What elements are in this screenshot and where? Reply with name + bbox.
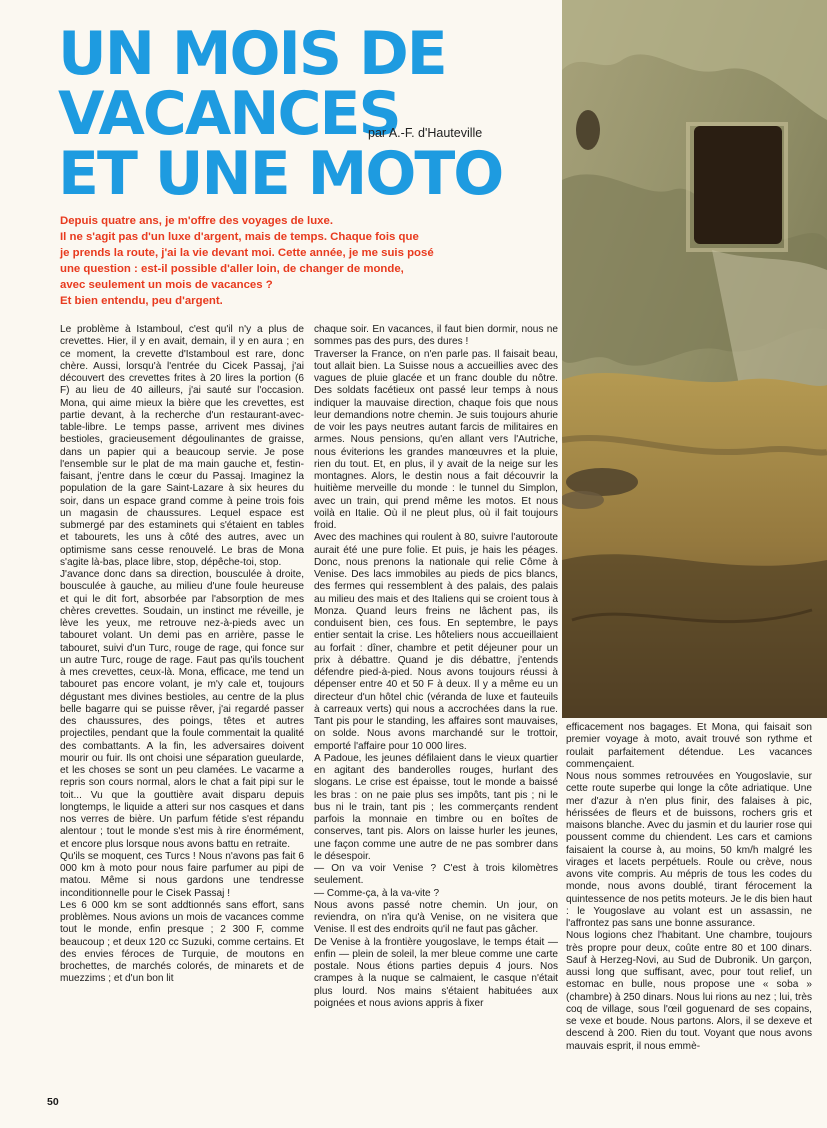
intro-line: avec seulement un mois de vacances ? xyxy=(60,279,273,291)
paragraph: Nous nous sommes retrouvées en Yougoslavie, sur cette route superbe qui longe la côte adriatique. Une mer d'azur à n'en plus finir, des falaises à pic, hérissées de fleurs et de buissons, rochers gris et maisons blanche. Avec du jasmin et du laurier rose qui poussent comme du chiendent. Les cars et camions faisaient la course à, au moins, 50 km/h malgré les virages et lacets perpétuels. Roule ou crève, nous avons vite compris. Au mépris de tous les codes du monde, nous avons doublé, tirant férocement la quintessence de nos petits moteurs. Je le dis bien haut : le Yougoslave au volant est un assassin, ne l'affrontez pas sans une bonne assurance. xyxy=(566,771,812,929)
paragraph: Le problème à Istamboul, c'est qu'il n'y a plus de crevettes. Hier, il y en avait, demain, il y en aura ; en ce moment, la crevette d'Istamboul est rare, donc chère. Aussi, lorsqu'à l'entrée du Cicek Passaj, j'ai découvert des crevettes frites à 20 lires la portion (6 F) au lieu de 40 ailleurs, j'ai sauté sur l'occasion. Mona, qui aime mieux la bière que les crevettes, est partie devant, à la recherche d'un restaurant-avec-table-libre. Le temps passe, arrivent mes divines bestioles, gracieusement dégoulinantes de graisse, dans un papier qui a beaucoup servie. Je pose l'ensemble sur le plat de ma main gauche et, festin-faisant, j'entre dans le cœur du Passaj. Imaginez la population de la gare Saint-Lazare à six heures du soir, dans un espace grand comme à peine trois fois un magasin de chaussures. Lequel espace est submergé par des estaminets qui s'étaient en tables et tabourets, les uns à côté des autres, avec un optimisme sans cesse renouvelé. Le bras de Mona s'agite là-bas, place libre, stop, dépêche-toi, stop. xyxy=(60,324,304,568)
page-number: 50 xyxy=(47,1096,59,1108)
paragraph: Traverser la France, on n'en parle pas. Il faisait beau, tout allait bien. La Suisse nous a accueillies avec des vagues de pluie glacée et un franc double du nôtre. Des soldats facétieux ont passé leur temps à nous indiquer la mauvaise direction, chaque fois que nous leur demandions notre chemin. Je suis toujours ahurie de voir les pays neutres autant farcis de militaires en armes. Nous pensions, qu'en allant vers l'Autriche, nous éviterions les grandes manœuvres et la pluie, rien du tout. Et, en plus, il y avait de la neige sur les montagnes. Alors, le destin nous a fait découvrir la huitième merveille du monde : le tunnel du Simplon, avec un train, qui prend même les motos. Et nous voilà en Italie. Où il ne pleut plus, où il fait toujours froid. xyxy=(314,348,558,531)
intro-line: Et bien entendu, peu d'argent. xyxy=(60,295,223,307)
text-column-1 xyxy=(60,324,304,1116)
paragraph: Nous logions chez l'habitant. Une chambre, toujours très propre pour deux, coûte entre 80 et 100 dinars. Sauf à Herzeg-Novi, au Sud de Dubronik. Un garçon, aussi long que suffisant, avec, pour tout relief, un estomac en bulle, nous propose une « soba » (chambre) à 250 dinars. Nous lui rions au nez ; lui, très coq de village, sous l'œil goguenard de ses copains, se vexe et boude. Nous partons. Alors, il se dexeve et descend à 200. Rien du tout. Voyant que nous avons mauvais esprit, il nous emmè- xyxy=(566,930,812,1052)
paragraph: De Venise à la frontière yougoslave, le temps était — enfin — plein de soleil, la mer bleue comme une carte postale. Nous étions parties depuis 4 jours. Nos crampes à la nuque se calmaient, le casque n'était plus lourd. Nos mains s'étaient habituées aux poignées et nous avions appris à fixer xyxy=(314,936,558,1009)
paragraph: J'avance donc dans sa direction, bousculée à droite, bousculée à gauche, au milieu d'une foule heureuse et qui le dit fort, absorbée par l'absorption de mes chères crevettes. Soudain, un instinct me réveille, je lève les yeux, me retrouve nez-à-pieds avec un tabouret volant. Un demi pas en arrière, passe le tabouret, suivi d'un Turc, rouge de rage, qui fonce sur un autre Turc, rouge de rage. Faut pas qu'ils touchent à mes crevettes, ceux-là. Mona, efficace, me tend un tabouret pas encore volant, je m'y cale et, toujours dégustant mes divines bestioles, au centre de la plus belle bagarre qui se puisse rêver, j'ai regardé passer des chaussures, des poings, têtes et autres projectiles, pendant que la foule commentait la qualité des combattants. A la fin, les adversaires doivent mourir ou fuir. Ils ont choisi une séparation gueularde, et les choses se sont un peu clamées. Le vacarme a repris son cours normal, alors le chat a fait pipi sur le toit... Vu que la gouttière avait disparu depuis longtemps, le liquide a atteri sur nos casques et dans nos verres de bière. Un parfum fétide s'est répandu alentour ; tout le monde s'est mis à rire énormément, et encore plus lorsque nous avons battu en retraite. xyxy=(60,569,304,850)
title-line: VACANCES xyxy=(58,79,400,149)
intro-line: une question : est-il possible d'aller loin, de changer de monde, xyxy=(60,263,404,275)
article-intro xyxy=(60,213,550,309)
paragraph: chaque soir. En vacances, il faut bien dormir, nous ne sommes pas des purs, des dures ! xyxy=(314,324,558,348)
paragraph: — On va voir Venise ? C'est à trois kilomètres seulement. xyxy=(314,863,558,887)
paragraph: A Padoue, les jeunes défilaient dans le vieux quartier en agitant des banderolles rouges, hurlant des slogans. Le crise est épaisse, tout le monde a baissé les bras : on ne paie plus ses impôts, tant pis ; ni le bus ni le train, tant pis ; les commerçants rendent parfois la monnaie en timbre ou en boîtes de conserves, tant pis. Alors on laisse hurler les jeunes, une façon comme une autre de ne pas sombrer dans le désespoir. xyxy=(314,752,558,862)
cave-opening xyxy=(694,126,782,244)
article-title xyxy=(58,19,503,209)
article-byline: par A.-F. d'Hauteville xyxy=(368,126,483,140)
text-column-2 xyxy=(314,324,558,1116)
paragraph: Les 6 000 km se sont addtionnés sans effort, sans problèmes. Nous avions un mois de vacances comme tout le monde, enfin presque ; 2 300 F, comme beaucoup ; et deux 120 cc Suzuki, comme certains. Et des envies féroces de Turquie, de moutons en brochettes, de marchés colorés, de minarets et de muezzims ; et d'un bon lit xyxy=(60,899,304,985)
text-column-3 xyxy=(566,722,812,1116)
intro-line: Depuis quatre ans, je m'offre des voyages de luxe. xyxy=(60,215,334,227)
paragraph: Qu'ils se moquent, ces Turcs ! Nous n'avons pas fait 6 000 km à moto pour nous faire parfumer au pipi de matou. Même si nous gardons une tendresse inconditionnelle pour le Cisek Passaj ! xyxy=(60,850,304,899)
intro-line: Il ne s'agit pas d'un luxe d'argent, mais de temps. Chaque fois que xyxy=(60,231,419,243)
cave-dwelling-photo xyxy=(562,0,827,718)
title-line: ET UNE MOTO xyxy=(58,139,503,209)
paragraph: — Comme-ça, à la va-vite ? xyxy=(314,887,440,899)
paragraph: efficacement nos bagages. Et Mona, qui faisait son premier voyage à moto, avait trouvé son rythme et roulait parfaitement détendue. Les vacances commençaient. xyxy=(566,722,812,770)
intro-line: je prends la route, j'ai la vie devant moi. Cette année, je me suis posé xyxy=(60,247,434,259)
paragraph: Nous avons passé notre chemin. Un jour, on reviendra, on n'ira qu'à Venise, on ne visitera que Venise. Il est des endroits qu'il ne faut pas gâcher. xyxy=(314,899,558,936)
paragraph: Avec des machines qui roulent à 80, suivre l'autoroute aurait été une pure folie. Et puis, je hais les péages. Donc, nous prenons la nationale qui relie Côme à Venise. Des lacs immobiles au pieds de pics blancs, des fermes qui ressemblent à des palais, des palais au milieu des mais et des Italiens qui se croient tous à Monza. Quand leurs freins ne lâchent pas, ils conduisent bien, ces fous. En septembre, le pays entier sentait la crise. Les hôteliers nous accueillaient au forfait : dîner, chambre et petit déjeuner pour un prix à débattre. Quand je dis débattre, j'entends défendre pied-à-pied. Nous avons toujours réussi à dépenser entre 40 et 50 F à deux. Il y a même eu un directeur d'un hôtel chic (véranda de luxe et fauteuils à carreaux verts) qui nous a accrochées dans la rue. Tant pis pour le standing, les affaires sont mauvaises, on solde. Nous avons marchandé sur le trottoir, emporté l'affaire pour 10 000 lires. xyxy=(314,532,558,752)
photo-illustration xyxy=(562,0,827,718)
title-line: UN MOIS DE xyxy=(58,19,446,89)
